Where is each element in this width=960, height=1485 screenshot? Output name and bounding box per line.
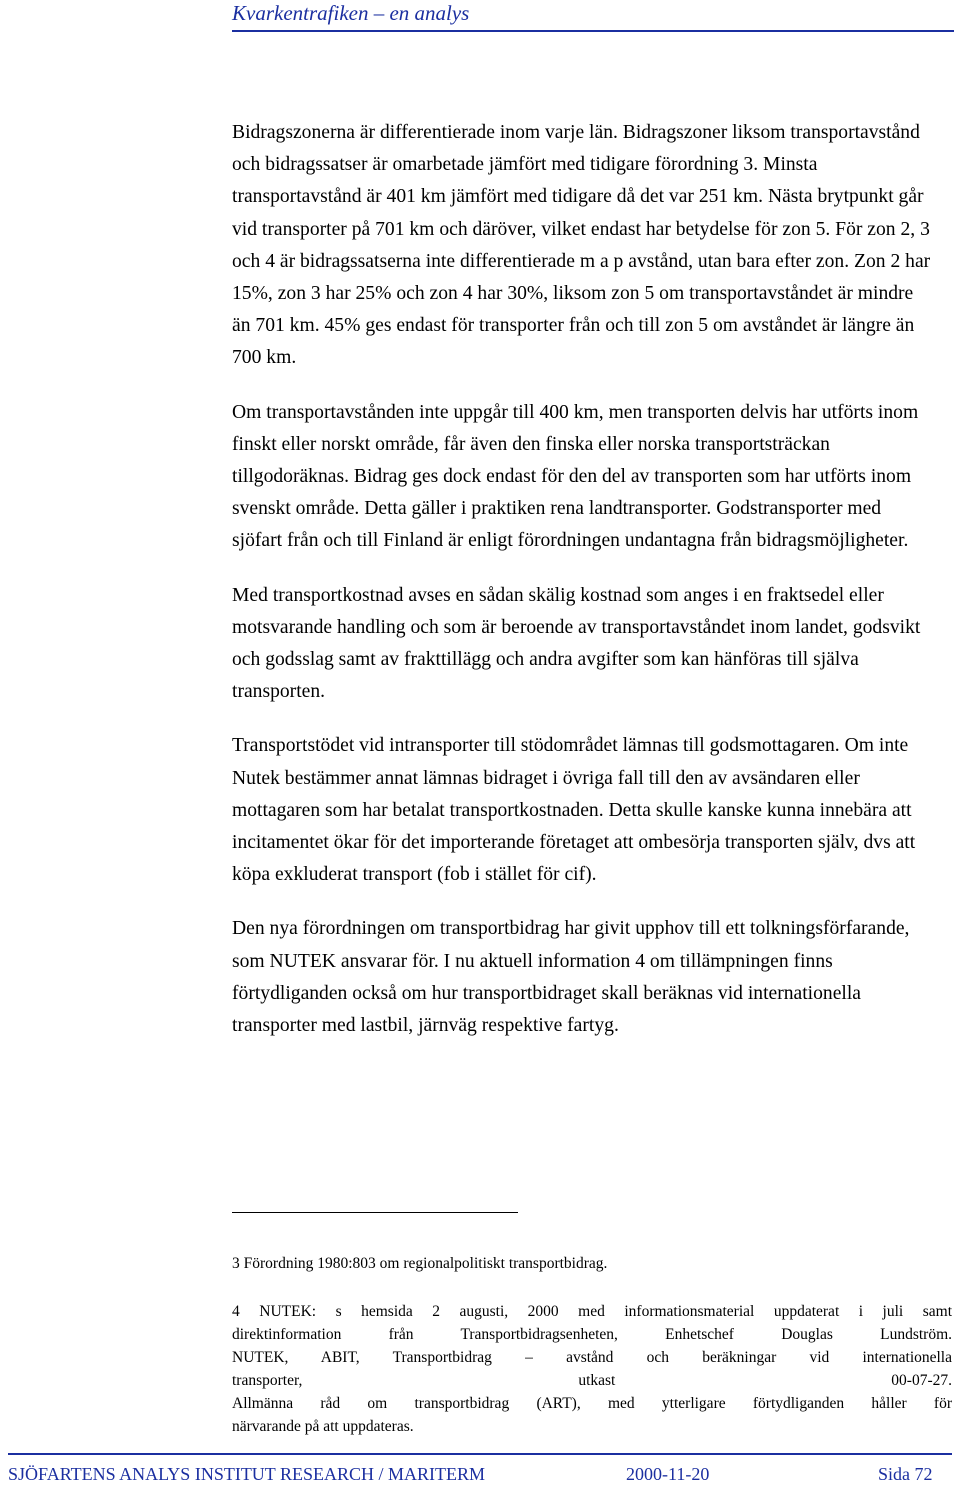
- footer-date: 2000-11-20: [626, 1464, 710, 1484]
- header-divider: [232, 30, 954, 32]
- footnote-separator: [232, 1212, 518, 1213]
- footnote-4-line: närvarande på att uppdateras.: [232, 1418, 414, 1435]
- footer-divider: [8, 1453, 952, 1455]
- footnote-4: [232, 1300, 952, 1438]
- footnote-4-line: transporter, utkast 00-07-27.: [232, 1372, 952, 1389]
- footnote-4-line: 4 NUTEK: s hemsida 2 augusti, 2000 med informationsmaterial uppdaterat i juli samt: [232, 1303, 952, 1320]
- body-paragraph-5: Den nya förordningen om transportbidrag har givit upphov till ett tolkningsförfarande, som NUTEK ansvarar för. I nu aktuell information 4 om tillämpningen finns förtydliganden också om hur transportbidraget skall beräknas vid internationella transporter med lastbil, järnväg respektive fartyg.: [232, 918, 910, 1037]
- body-paragraph-2: Om transportavstånden inte uppgår till 400 km, men transporten delvis har utförts inom finskt eller norskt område, får även den finska eller norska transportsträckan tillgodoräknas. Bidrag ges dock endast för den del av transporten som har utförts inom svenskt område. Detta gäller i praktiken rena landtransporter. Godstransporter med sjöfart från och till Finland är enligt förordningen undantagna från bidragsmöjligheter.: [232, 401, 919, 552]
- footnote-4-line: Allmänna råd om transportbidrag (ART), med ytterligare förtydliganden håller för: [232, 1395, 952, 1412]
- running-header-title: Kvarkentrafiken – en analys: [232, 1, 470, 25]
- body-paragraph-4: Transportstödet vid intransporter till stödområdet lämnas till godsmottagaren. Om inte Nutek bestämmer annat lämnas bidraget i övriga fall till den av avsändaren eller mottagaren som har betalat transportkostnaden. Detta skulle kanske kunna innebära att incitamentet ökar för det importerande företaget att ombesörja transporten själv, dvs att köpa exkluderat transport (fob i stället för cif).: [232, 735, 916, 886]
- body-paragraph-3: Med transportkostnad avses en sådan skälig kostnad som anges i en fraktsedel eller motsvarande handling och som är beroende av transportavståndet inom landet, godsvikt och godsslag samt av frakttillägg och andra avgifter som kan hänföras till själva transporten.: [232, 584, 921, 703]
- body-paragraph-1: Bidragszonerna är differentierade inom varje län. Bidragszoner liksom transportavstånd och bidragssatser är omarbetade jämfört med tidigare förordning 3. Minsta transportavstånd är 401 km jämfört med tidigare då det var 251 km. Nästa brytpunkt går vid transporter på 701 km och däröver, vilket endast har betydelse för zon 5. För zon 2, 3 och 4 är bidragssatserna inte differentierade m a p avstånd, utan bara efter zon. Zon 2 har 15%, zon 3 har 25% och zon 4 har 30%, liksom zon 5 om transportavståndet är mindre än 701 km. 45% ges endast för transporter från och till zon 5 om avståndet är längre än 700 km.: [232, 122, 931, 369]
- footnote-4-line: NUTEK, ABIT, Transportbidrag – avstånd och beräkningar vid internationella: [232, 1349, 952, 1366]
- footer-organization: SJÖFARTENS ANALYS INSTITUT RESEARCH / MARITERM: [8, 1464, 485, 1484]
- footnote-3: 3 Förordning 1980:803 om regionalpolitiskt transportbidrag.: [232, 1255, 608, 1272]
- main-body: [232, 117, 932, 1064]
- footnote-4-line: direktinformation från Transportbidragsenheten, Enhetschef Douglas Lundström.: [232, 1326, 952, 1343]
- footer-page-number: Sida 72: [878, 1464, 933, 1484]
